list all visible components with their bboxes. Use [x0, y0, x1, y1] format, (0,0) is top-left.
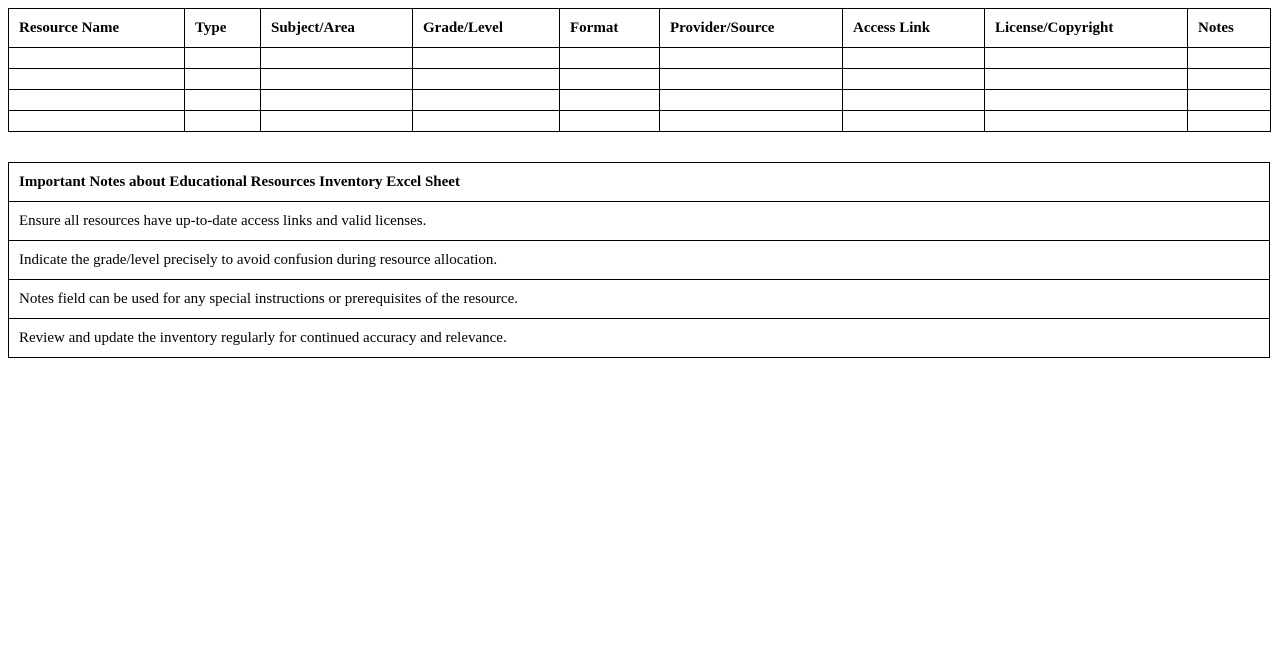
- table-cell[interactable]: [1188, 111, 1271, 132]
- column-header-notes: Notes: [1188, 9, 1271, 48]
- note-row: [9, 280, 1270, 319]
- note-item: Review and update the inventory regularly for continued accuracy and relevance.: [9, 319, 1270, 358]
- column-header-access-link: Access Link: [843, 9, 985, 48]
- column-header-format: Format: [560, 9, 660, 48]
- table-cell[interactable]: [261, 48, 413, 69]
- table-cell[interactable]: [560, 111, 660, 132]
- table-cell[interactable]: [985, 48, 1188, 69]
- notes-header-row: [9, 163, 1270, 202]
- table-cell[interactable]: [843, 48, 985, 69]
- table-cell[interactable]: [413, 69, 560, 90]
- column-header-resource-name: Resource Name: [9, 9, 185, 48]
- table-cell[interactable]: [261, 90, 413, 111]
- table-row: [9, 69, 1271, 90]
- table-cell[interactable]: [843, 90, 985, 111]
- table-cell[interactable]: [185, 48, 261, 69]
- column-header-subject-area: Subject/Area: [261, 9, 413, 48]
- table-cell[interactable]: [9, 69, 185, 90]
- note-item: Notes field can be used for any special instructions or prerequisites of the resource.: [9, 280, 1270, 319]
- table-cell[interactable]: [261, 111, 413, 132]
- table-cell[interactable]: [9, 48, 185, 69]
- notes-title: Important Notes about Educational Resources Inventory Excel Sheet: [9, 163, 1270, 202]
- table-cell[interactable]: [9, 111, 185, 132]
- inventory-table: [8, 8, 1271, 132]
- note-row: [9, 241, 1270, 280]
- column-header-type: Type: [185, 9, 261, 48]
- note-row: [9, 319, 1270, 358]
- table-cell[interactable]: [843, 69, 985, 90]
- note-row: [9, 202, 1270, 241]
- table-cell[interactable]: [660, 48, 843, 69]
- table-cell[interactable]: [413, 48, 560, 69]
- table-cell[interactable]: [660, 111, 843, 132]
- table-header-row: [9, 9, 1271, 48]
- table-cell[interactable]: [985, 111, 1188, 132]
- table-cell[interactable]: [9, 90, 185, 111]
- table-cell[interactable]: [1188, 48, 1271, 69]
- table-cell[interactable]: [660, 90, 843, 111]
- notes-table: [8, 162, 1270, 358]
- table-row: [9, 48, 1271, 69]
- table-cell[interactable]: [1188, 69, 1271, 90]
- table-cell[interactable]: [985, 69, 1188, 90]
- column-header-grade-level: Grade/Level: [413, 9, 560, 48]
- table-cell[interactable]: [1188, 90, 1271, 111]
- table-cell[interactable]: [261, 69, 413, 90]
- table-cell[interactable]: [413, 90, 560, 111]
- table-cell[interactable]: [185, 69, 261, 90]
- table-cell[interactable]: [413, 111, 560, 132]
- table-cell[interactable]: [185, 90, 261, 111]
- note-item: Indicate the grade/level precisely to avoid confusion during resource allocation.: [9, 241, 1270, 280]
- column-header-provider-source: Provider/Source: [660, 9, 843, 48]
- table-cell[interactable]: [985, 90, 1188, 111]
- table-cell[interactable]: [560, 69, 660, 90]
- table-cell[interactable]: [185, 111, 261, 132]
- note-item: Ensure all resources have up-to-date access links and valid licenses.: [9, 202, 1270, 241]
- table-row: [9, 90, 1271, 111]
- column-header-license-copyright: License/Copyright: [985, 9, 1188, 48]
- table-cell[interactable]: [560, 90, 660, 111]
- table-cell[interactable]: [560, 48, 660, 69]
- table-cell[interactable]: [660, 69, 843, 90]
- table-cell[interactable]: [843, 111, 985, 132]
- table-row: [9, 111, 1271, 132]
